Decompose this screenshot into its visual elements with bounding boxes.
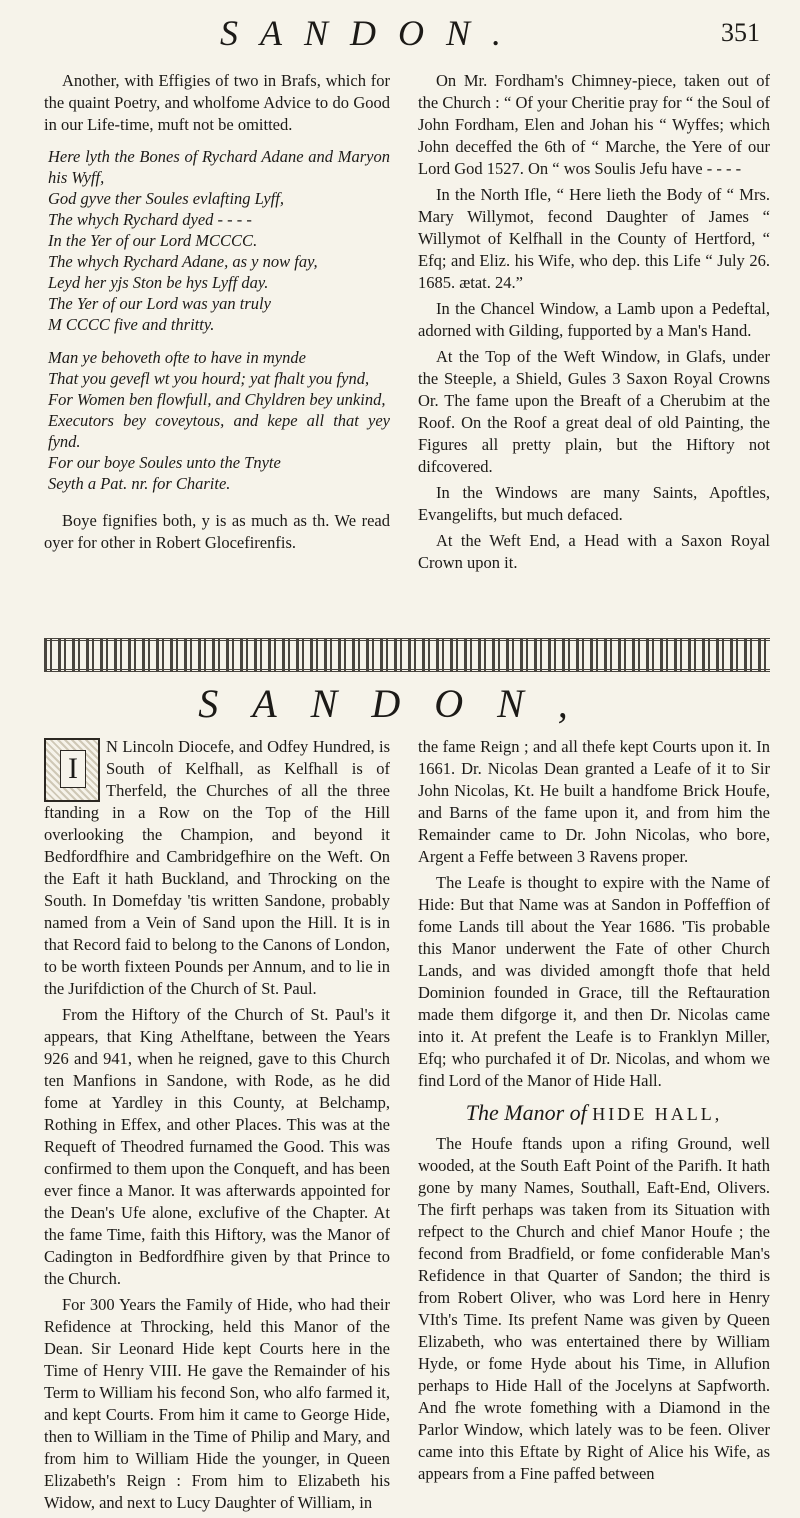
paragraph: The Leafe is thought to expire with the Name of Hide: But that Name was at Sandon in Poffeffion of fome Lands till about the Year 1686. 'Tis probable this Manor underwent the Fate of other Church Lands, and was divided amongft thofe that held Dominion founded in Grace, till the Reftauration made them difgorge it, and then Dr. Nicolas came into it. At prefent the Leafe is to Franklyn Miller, Efq; who purchafed it of Dr. Nicolas, and whom we find Lord of the Manor of Hide Hall.	[418, 873, 770, 1090]
paragraph: At the Weft End, a Head with a Saxon Royal Crown upon it.	[418, 531, 770, 572]
epitaph-line: The Yer of our Lord was yan truly	[48, 294, 271, 313]
subsection-heading-main: The Manor of	[465, 1100, 587, 1125]
drop-cap-ornament	[44, 738, 100, 802]
verse-line: Executors bey coveytous, and kepe all that yey fynd.	[48, 411, 390, 451]
subsection-heading	[418, 1102, 770, 1125]
paragraph: In the Chancel Window, a Lamb upon a Pedeftal, adorned with Gilding, fupported by a Man's Hand.	[418, 299, 770, 340]
paragraph: N Lincoln Diocefe, and Odfey Hundred, is South of Kelfhall, as Kelfhall is of Therfeld, the Churches of all the three ftanding in a Row on the Top of the Hill overlooking the Champion, and beyond it Bedfordfhire and Cambridgefhire on the Weft. On the Eaft it hath Buckland, and Throcking on the South. In Domefday 'tis written Sandone, probably named from a Vein of Sand upon the Hill. It is in that Record faid to belong to the Canons of London, to be worth fixteen Pounds per Annum, and to lie in the Jurifdiction of the Church of St. Paul.	[44, 737, 390, 998]
paragraph: The Houfe ftands upon a rifing Ground, well wooded, at the South Eaft Point of the Parifh. It hath gone by many Names, Southall, Eaft-End, Olivers. The firft perhaps was taken from its Situation with refpect to the Church and chief Manor Houfe ; the fecond from Bradfield, or fome confiderable Man's Refidence in that Quarter of Sandon; the third is from Robert Oliver, who was Lord here in Henry VIth's Time. Its prefent Name was given by Queen Elizabeth, who was entertained there by William Hyde, or fome Hyde about his Time, in Allufion perhaps to Hide Hall of the Jocelyns at Sapfworth. And fhe wrote fomething with a Diamond in the Parlor Window, which lately was to be feen. Oliver came into this Eftate by Right of Alice his Wife, as appears from a Fine paffed between	[418, 1134, 770, 1483]
paragraph: In the North Ifle, “ Here lieth the Body of “ Mrs. Mary Willymot, fecond Daughter of James “ Willymot of Kelfhall in the County of Hertford, “ Efq; and Eliz. his Wife, who dep. this Life “ July 26. 1685. ætat. 24.”	[418, 185, 770, 292]
page-number: 351	[721, 18, 760, 47]
verse-line: For Women ben flowfull, and Chyldren bey unkind,	[48, 390, 386, 409]
section-title: SANDON,	[198, 681, 602, 726]
verse	[48, 347, 390, 494]
bottom-right-column	[418, 736, 770, 1489]
epitaph-line: Leyd her yjs Ston be hys Lyff day.	[48, 273, 269, 292]
top-left-column	[44, 70, 390, 558]
paragraph: At the Top of the Weft Window, in Glafs, under the Steeple, a Shield, Gules 3 Saxon Royal Crowns Or. The fame upon the Breaft of a Cherubim at the Roof. On the Roof a great deal of old Painting, the Figures all pretty plain, but the Hiftory not difcovered.	[418, 347, 770, 476]
paragraph: In the Windows are many Saints, Apoftles, Evangelifts, but much defaced.	[418, 483, 770, 524]
running-head	[0, 6, 800, 54]
top-right-column	[418, 70, 770, 578]
epitaph-line: Here lyth the Bones of Rychard Adane and Maryon his Wyff,	[48, 147, 390, 187]
epitaph-line: God gyve ther Soules evlafting Lyff,	[48, 189, 284, 208]
paragraph: From the Hiftory of the Church of St. Paul's it appears, that King Athelftane, between the Years 926 and 941, when he reigned, gave to this Church ten Manfions in Sandone, with Rode, as he did fome at Yardley in this County, at Belchamp, Rothing in Effex, and other Places. This was at the Requeft of Theodred furnamed the Good. This was confirmed to them upon the Conqueft, and has been ever fince a Manor. It was afterwards appointed for the Dean's Ufe alone, exclufive of the Chapter. At the fame Time, faith this Hiftory, was the Manor of Cadington in Bedfordfhire given by that Prince to the Church.	[44, 1005, 390, 1288]
running-head-title: SANDON.	[220, 13, 524, 53]
epitaph	[48, 146, 390, 335]
subsection-heading-smallcaps: HIDE HALL,	[592, 1104, 723, 1124]
intro-paragraph: Another, with Effigies of two in Brafs, which for the quaint Poetry, and wholfome Advice to do Good in our Life-time, muft not be omitted.	[44, 71, 390, 134]
verse-line: Seyth a Pat. nr. for Charite.	[48, 474, 231, 493]
verse-line: That you gevefl wt you hourd; yat fhalt you fynd,	[48, 369, 370, 388]
drop-cap-letter: I	[60, 750, 86, 788]
decorative-ornament-band	[44, 638, 770, 672]
verse-line: For our boye Soules unto the Tnyte	[48, 453, 281, 472]
paragraph: the fame Reign ; and all thefe kept Courts upon it. In 1661. Dr. Nicolas Dean granted a Leafe of it to Sir John Nicolas, Kt. He built a handfome Brick Houfe, and Barns of the fame upon it, and from him the Remainder came to Dr. John Nicolas, who bore, Argent a Feffe between 3 Ravens proper.	[418, 737, 770, 866]
note-paragraph: Boye fignifies both, y is as much as th. We read oyer for other in Robert Glocefirenfis.	[44, 511, 390, 552]
epitaph-line: The whych Rychard Adane, as y now fay,	[48, 252, 318, 271]
verse-line: Man ye behoveth ofte to have in mynde	[48, 348, 306, 367]
paragraph: For 300 Years the Family of Hide, who had their Refidence at Throcking, held this Manor of the Dean. Sir Leonard Hide kept Courts here in the Time of Henry VIII. He gave the Remainder of his Term to William his fecond Son, who alfo farmed it, and kept Courts. From him it came to George Hide, then to William in the Time of Philip and Mary, and from him to William Hide the younger, in Queen Elizabeth's Reign : From him to Elizabeth his Widow, and next to Lucy Daughter of William, in	[44, 1295, 390, 1512]
epitaph-line: M CCCC five and thritty.	[48, 315, 215, 334]
paragraph: On Mr. Fordham's Chimney-piece, taken out of the Church : “ Of your Cheritie pray for “ the Soul of John Fordham, Elen and Johan his “ Wyffes; which John deceffed the 6th of “ Marche, the Yere of our Lord God 1527. On “ wos Soulis Jefu have - - - -	[418, 71, 770, 178]
epitaph-line: In the Yer of our Lord MCCCC.	[48, 231, 258, 250]
epitaph-line: The whych Rychard dyed - - - -	[48, 210, 252, 229]
bottom-left-column	[44, 736, 390, 1518]
